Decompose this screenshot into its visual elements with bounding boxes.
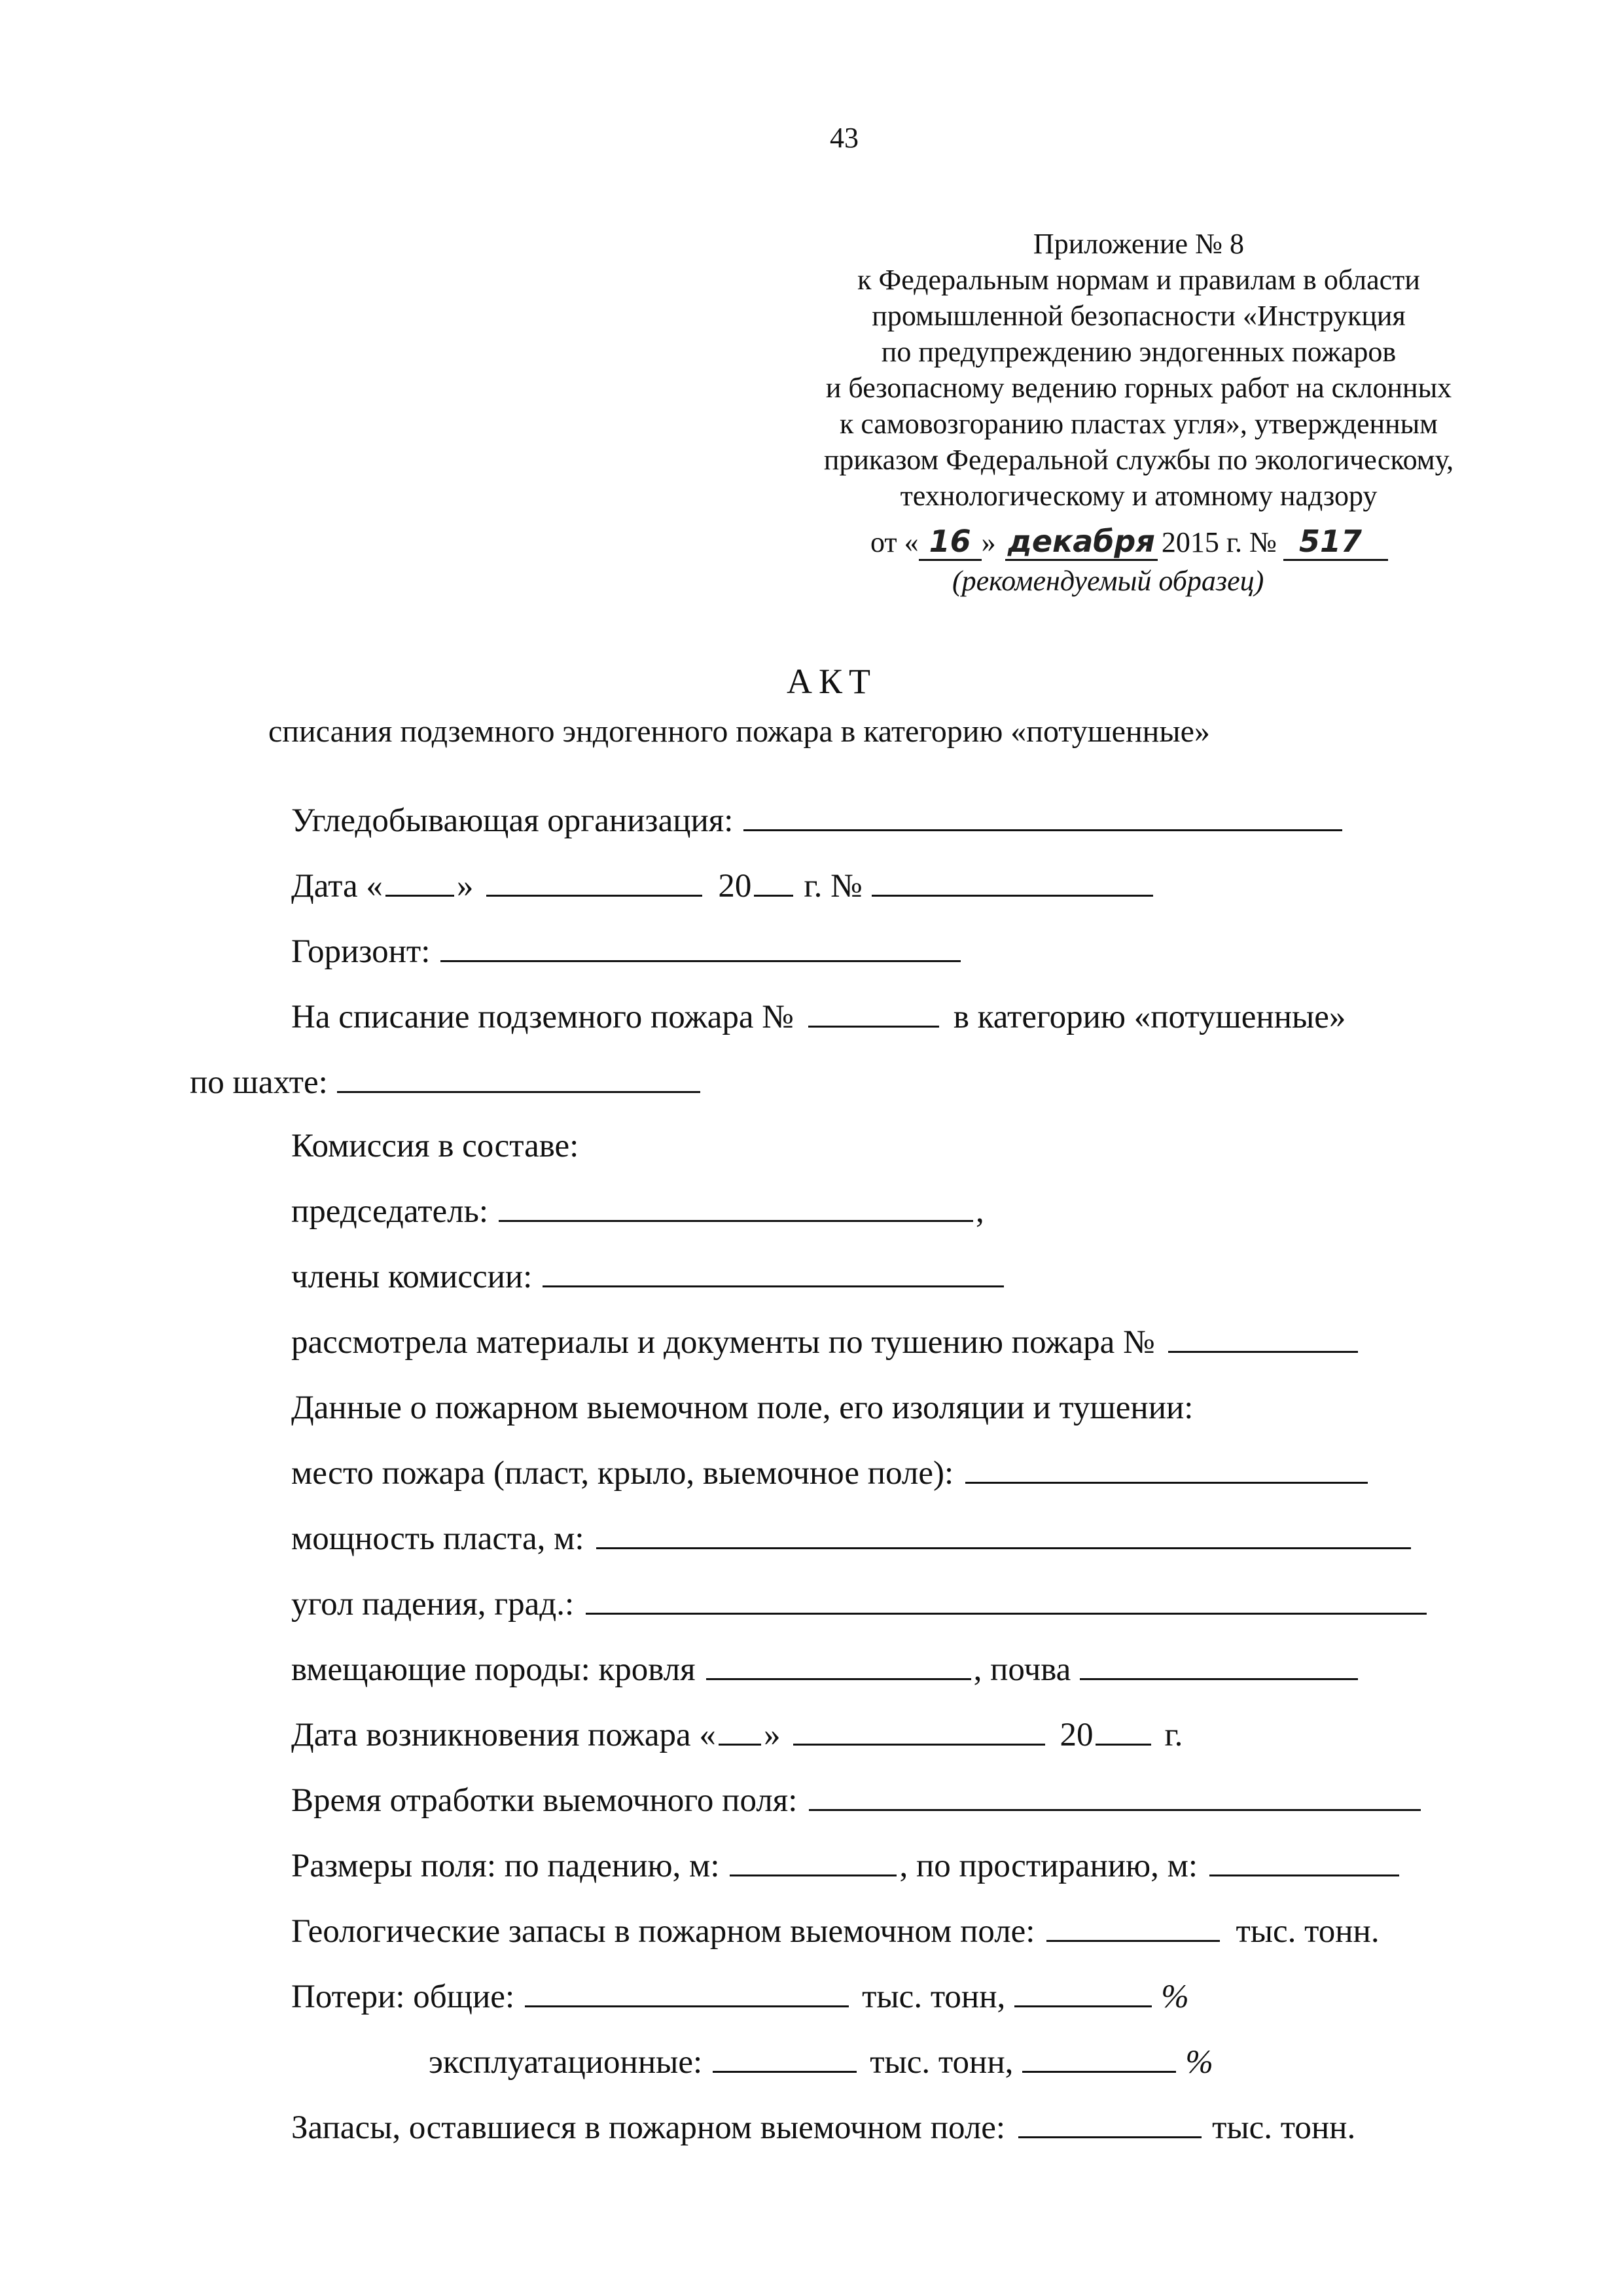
fire-day-field[interactable] [719, 1743, 761, 1746]
mining-time-line [291, 1782, 1423, 1820]
size-line [291, 1847, 1402, 1885]
rocks-line [291, 1651, 1361, 1689]
act-subtitle: списания подземного эндогенного пожара в категорию «потушенные» [268, 714, 1210, 749]
date-year-field[interactable] [754, 894, 793, 897]
mine-field[interactable] [337, 1090, 700, 1093]
losses-total-label: Потери: общие: [291, 1979, 515, 2015]
appendix-line: промышленной безопасности «Инструкция [872, 300, 1406, 332]
mine-label: по шахте: [190, 1064, 328, 1101]
date-day-field[interactable] [385, 894, 454, 897]
operational-percent: % [1185, 2044, 1213, 2081]
fire-date-line [291, 1716, 1183, 1754]
mining-time-field[interactable] [809, 1808, 1421, 1811]
size-strike-label: , по простиранию, м: [899, 1848, 1198, 1884]
order-date-line [870, 524, 1388, 561]
date-label: Дата « [291, 868, 383, 905]
writeoff-line [291, 998, 1346, 1036]
chairman-comma: , [976, 1193, 984, 1230]
losses-total-percent: % [1161, 1979, 1189, 2015]
reviewed-fire-number-field[interactable] [1168, 1350, 1358, 1353]
date-prefix: от « [870, 526, 919, 558]
date-number-label: г. № [804, 868, 863, 905]
roof-field[interactable] [706, 1677, 971, 1680]
geo-reserves-unit: тыс. тонн. [1236, 1913, 1380, 1950]
horizon-line [291, 933, 963, 971]
fire-month-field[interactable] [793, 1743, 1045, 1746]
writeoff-label: На списание подземного пожара № [291, 999, 794, 1035]
appendix-line: к самовозгоранию пластах угля», утвержденным [839, 408, 1438, 440]
chairman-label: председатель: [291, 1193, 488, 1230]
mine-line [190, 1064, 703, 1102]
appendix-line: по предупреждению эндогенных пожаров [881, 336, 1397, 368]
fire-date-label: Дата возникновения пожара « [291, 1717, 716, 1753]
fire-date-close: » [763, 1717, 781, 1753]
data-heading-line [291, 1389, 1193, 1427]
appendix-line: Приложение № 8 [1033, 228, 1245, 260]
date-month-field[interactable] [486, 894, 702, 897]
remaining-label: Запасы, оставшиеся в пожарном выемочном поле: [291, 2109, 1006, 2146]
thickness-field[interactable] [596, 1547, 1411, 1549]
rocks-roof-label: вмещающие породы: кровля [291, 1651, 696, 1688]
appendix-line: технологическому и атомному надзору [900, 480, 1378, 512]
remaining-field[interactable] [1018, 2136, 1202, 2138]
place-line [291, 1454, 1370, 1492]
size-dip-label: Размеры поля: по падению, м: [291, 1848, 720, 1884]
close-quote: » [981, 526, 996, 558]
horizon-field[interactable] [440, 960, 961, 962]
mining-time-label: Время отработки выемочного поля: [291, 1782, 798, 1819]
members-field[interactable] [543, 1285, 1004, 1287]
fire-year-suffix: г. [1164, 1717, 1183, 1753]
losses-line [291, 1978, 1189, 2016]
fire-number-field[interactable] [808, 1025, 939, 1028]
remaining-unit: тыс. тонн. [1212, 2109, 1356, 2146]
geo-reserves-label: Геологические запасы в пожарном выемочном поле: [291, 1913, 1035, 1950]
appendix-line: приказом Федеральной службы по экологическому, [823, 444, 1454, 476]
commission-line [291, 1127, 579, 1165]
chairman-field[interactable] [499, 1219, 973, 1222]
thickness-line [291, 1520, 1414, 1558]
reviewed-label: рассмотрела материалы и документы по тушению пожара № [291, 1324, 1155, 1361]
soil-field[interactable] [1080, 1677, 1358, 1680]
geo-reserves-line [291, 1912, 1380, 1950]
place-label: место пожара (пласт, крыло, выемочное поле): [291, 1455, 954, 1492]
page-number: 43 [830, 122, 859, 154]
angle-line [291, 1585, 1429, 1623]
members-line [291, 1258, 1007, 1296]
fire-year-field[interactable] [1096, 1743, 1151, 1746]
operational-unit: тыс. тонн, [870, 2044, 1014, 2081]
horizon-label: Горизонт: [291, 933, 431, 970]
commission-label: Комиссия в составе: [291, 1128, 579, 1164]
org-label: Угледобывающая организация: [291, 802, 734, 839]
thickness-label: мощность пласта, м: [291, 1520, 584, 1557]
angle-field[interactable] [586, 1612, 1427, 1615]
order-month: декабря [1005, 524, 1158, 561]
losses-total-unit: тыс. тонн, [862, 1979, 1006, 2015]
operational-label: эксплуатационные: [429, 2044, 703, 2081]
chairman-line [291, 1193, 984, 1230]
losses-total-field[interactable] [525, 2005, 849, 2007]
reviewed-line [291, 1323, 1361, 1361]
size-strike-field[interactable] [1209, 1874, 1399, 1876]
date-close: » [456, 868, 474, 905]
place-field[interactable] [965, 1481, 1368, 1484]
sample-note: (рекомендуемый образец) [952, 565, 1264, 597]
date-year-prefix: 20 [718, 868, 752, 905]
date-line [291, 867, 1156, 905]
writeoff-category: в категорию «потушенные» [953, 999, 1346, 1035]
act-title: АКТ [787, 662, 877, 701]
data-heading: Данные о пожарном выемочном поле, его изоляции и тушении: [291, 1390, 1194, 1426]
geo-reserves-field[interactable] [1046, 1939, 1220, 1942]
order-day: 16 [919, 524, 982, 561]
members-label: члены комиссии: [291, 1259, 533, 1295]
rocks-soil-label: , почва [973, 1651, 1071, 1688]
org-line [291, 802, 1345, 840]
operational-field[interactable] [713, 2070, 857, 2073]
org-field[interactable] [743, 829, 1342, 831]
operational-percent-field[interactable] [1022, 2070, 1176, 2073]
angle-label: угол падения, град.: [291, 1586, 575, 1623]
size-dip-field[interactable] [730, 1874, 897, 1876]
act-number-field[interactable] [872, 894, 1153, 897]
remaining-line [291, 2109, 1355, 2147]
losses-total-percent-field[interactable] [1014, 2005, 1152, 2007]
appendix-block [753, 226, 1525, 514]
appendix-line: к Федеральным нормам и правилам в области [857, 264, 1420, 296]
fire-year-prefix: 20 [1060, 1717, 1094, 1753]
order-year: 2015 г. № [1161, 526, 1277, 558]
order-number: 517 [1283, 524, 1388, 561]
operational-losses-line [429, 2043, 1213, 2081]
appendix-line: и безопасному ведению горных работ на склонных [825, 372, 1452, 404]
